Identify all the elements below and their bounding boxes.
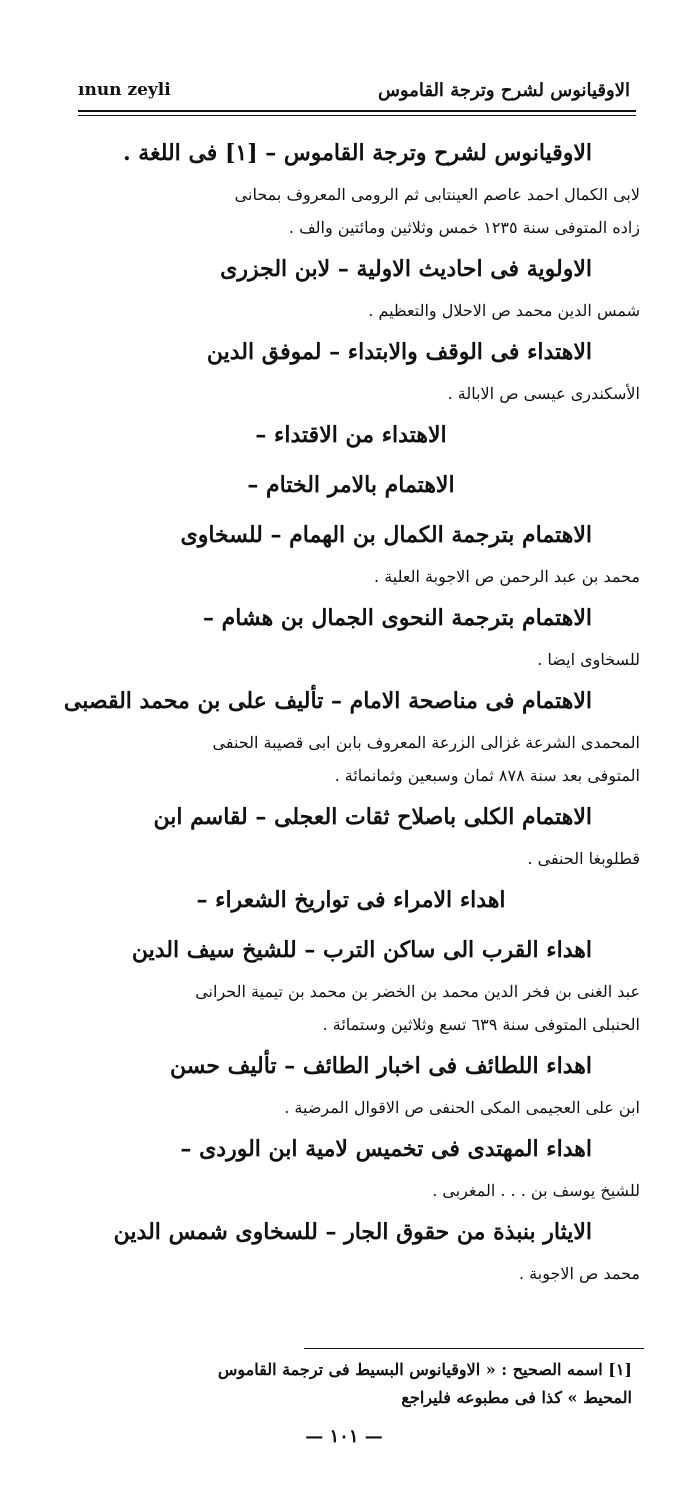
- entry-line: المحمدى الشرعة غزالى الزرعة المعروف بابن ابى قصيبة الحنفى: [212, 733, 640, 752]
- entry: [62, 128, 640, 244]
- entry: [62, 792, 640, 875]
- bibliography-entries: [62, 128, 640, 1290]
- entry-line: للسخاوى ايضا .: [537, 650, 640, 669]
- entry: [62, 1041, 640, 1124]
- footnote-line: المحيط » كذا فى مطبوعه فليراجع: [401, 1388, 632, 1407]
- entry-title: الايثار بنبذة من حقوق الجار – للسخاوى شمس الدين: [113, 1219, 592, 1245]
- entry-title: اهداء اللطائف فى اخبار الطائف – تأليف حسن: [170, 1053, 592, 1079]
- entry-title: اهداء المهتدى فى تخميس لامية ابن الوردى –: [180, 1136, 592, 1162]
- entry-line: شمس الدين محمد ص الاحلال والتعظيم .: [368, 301, 640, 320]
- entry: [62, 327, 640, 410]
- page-label: ınun zeyli: [78, 80, 171, 100]
- entry-title: اهداء القرب الى ساكن الترب – للشيخ سيف الدين: [131, 937, 592, 963]
- entry-line: لابى الكمال احمد عاصم العينتابى ثم الرومى المعروف بمحانى: [234, 185, 640, 204]
- entry-title: الاهتمام بالامر الختام –: [247, 472, 455, 498]
- entry-line: محمد ص الاجوبة .: [519, 1264, 640, 1283]
- entry-title: الاهتمام فى مناصحة الامام – تأليف على بن محمد القصبى: [63, 688, 592, 714]
- entry: [62, 1124, 640, 1207]
- entry: [62, 244, 640, 327]
- entry-title: الاوقيانوس لشرح وترجة القاموس – [١] فى اللغة .: [122, 140, 592, 166]
- entry: [62, 1207, 640, 1290]
- footnote-line: [١] اسمه الصحيح : « الاوقيانوس البسيط فى ترجمة القاموس: [217, 1360, 632, 1379]
- entry-line: محمد بن عبد الرحمن ص الاجوبة العلية .: [374, 567, 640, 586]
- entry: [62, 460, 640, 510]
- entry: [62, 510, 640, 593]
- entry-title: اهداء الامراء فى تواريخ الشعراء –: [196, 887, 506, 913]
- header-rule: [78, 110, 636, 112]
- entry-title: الاهتداء فى الوقف والابتداء – لموفق الدين: [206, 339, 592, 365]
- entry-title: الاهتمام بترجمة الكمال بن الهمام – للسخاوى: [180, 522, 592, 548]
- entry-line: قطلوبغا الحنفى .: [527, 849, 640, 868]
- entry: [62, 676, 640, 792]
- entry-title: الاولوية فى احاديث الاولية – لابن الجزرى: [220, 256, 592, 282]
- entry: [62, 875, 640, 925]
- entry: [62, 593, 640, 676]
- entry-line: الأسكندرى عيسى ص الابالة .: [447, 384, 640, 403]
- footnote: [72, 1356, 632, 1412]
- entry-line: للشيخ يوسف بن . . . المغربى .: [432, 1181, 640, 1200]
- entry-line: الحنبلى المتوفى سنة ٦٣٩ تسع وثلاثين وستمائة .: [322, 1015, 640, 1034]
- footnote-rule: [304, 1348, 644, 1349]
- entry-line: المتوفى بعد سنة ٨٧٨ ثمان وسبعين وثمانمائة .: [334, 766, 640, 785]
- entry-line: زاده المتوفى سنة ١٢٣٥ خمس وثلاثين ومائتين والف .: [288, 218, 640, 237]
- entry-title: الاهتداء من الاقتداء –: [255, 422, 447, 448]
- entry: [62, 925, 640, 1041]
- entry-title: الاهتمام بترجمة النحوى الجمال بن هشام –: [203, 605, 592, 631]
- entry-title: الاهتمام الكلى باصلاح ثقات العجلى – لقاسم ابن: [153, 804, 592, 830]
- entry: [62, 410, 640, 460]
- page-number: — ١٠١ —: [305, 1426, 383, 1447]
- header-rule-thin: [78, 115, 636, 116]
- entry-line: ابن على العجيمى المكى الحنفى ص الاقوال المرضية .: [284, 1098, 640, 1117]
- running-title: الاوقيانوس لشرح وترجة القاموس: [377, 80, 630, 101]
- entry-line: عبد الغنى بن فخر الدين محمد بن الخضر بن محمد بن تيمية الحرانى: [195, 982, 640, 1001]
